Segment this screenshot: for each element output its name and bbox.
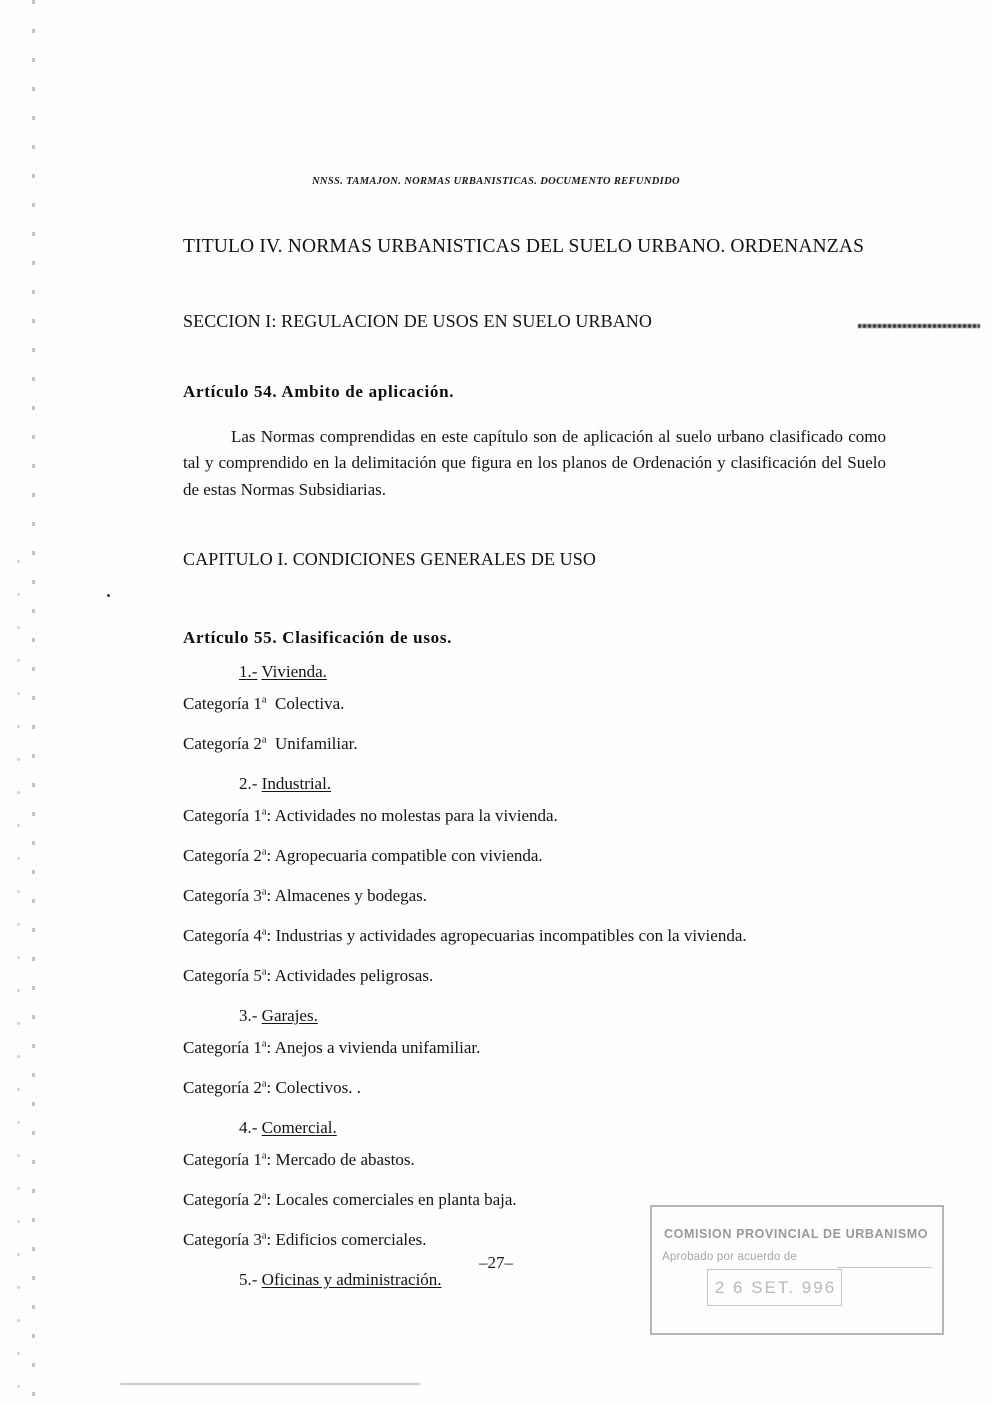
article-54-paragraph: Las Normas comprendidas en este capítulo son de aplicación al suelo urbano clasificado como tal y comprendido en la delimitación que figura en los planos de Ordenación y clasificación del Suelo de estas Normas Subsidiarias. <box>183 427 886 499</box>
category-line <box>183 1150 886 1170</box>
stamp-date: 2 6 SET. 996 <box>714 1278 837 1297</box>
category-label: Categoría 2 <box>183 1078 262 1098</box>
category-label: Categoría 3 <box>183 1230 262 1250</box>
category-label: Categoría 1 <box>183 806 262 826</box>
category-ordinal-indicator: a <box>261 846 267 858</box>
category-description: Industrias y actividades agropecuarias incompatibles con la vivienda. <box>275 926 747 946</box>
use-group-number: 4.- <box>239 1118 258 1138</box>
use-group-number: 5.- <box>239 1270 258 1290</box>
use-group-name: Comercial. <box>261 1118 337 1138</box>
category-line <box>183 966 886 986</box>
category-ordinal-indicator: a <box>261 926 267 938</box>
category-ordinal-indicator: a <box>261 886 267 898</box>
category-ordinal-indicator: a <box>261 734 267 746</box>
category-ordinal-indicator: a <box>261 1038 267 1050</box>
use-group-title <box>183 662 886 682</box>
category-separator: : <box>266 1078 276 1098</box>
use-group-number: 2.- <box>239 774 258 794</box>
use-group-name: Garajes. <box>261 1006 318 1026</box>
use-group-title <box>183 1118 886 1138</box>
category-label: Categoría 2 <box>183 734 262 754</box>
category-label: Categoría 5 <box>183 966 262 986</box>
stamp-signature-rule <box>837 1267 932 1268</box>
category-line <box>183 694 886 714</box>
scan-speck-artifact <box>107 594 110 597</box>
category-description: Actividades no molestas para la vivienda. <box>274 806 558 826</box>
use-group-name: Industrial. <box>261 774 332 794</box>
category-ordinal-indicator: a <box>261 806 267 818</box>
category-line <box>183 886 886 906</box>
category-separator: : <box>266 846 275 866</box>
category-description: Colectivos. . <box>275 1078 361 1098</box>
section-heading: SECCION I: REGULACION DE USOS EN SUELO URBANO <box>183 311 653 331</box>
category-label: Categoría 1 <box>183 694 262 714</box>
category-line <box>183 734 886 754</box>
chapter-heading: CAPITULO I. CONDICIONES GENERALES DE USO <box>183 549 596 570</box>
category-line <box>183 806 886 826</box>
category-separator: : <box>266 966 275 986</box>
category-separator: : <box>266 926 276 946</box>
use-group-title <box>183 774 886 794</box>
category-label: Categoría 2 <box>183 846 262 866</box>
category-ordinal-indicator: a <box>261 1230 267 1242</box>
category-line <box>183 1038 886 1058</box>
use-group-number: 1.- <box>239 662 258 682</box>
category-line <box>183 1078 886 1098</box>
category-ordinal-indicator: a <box>261 966 267 978</box>
running-head: NNSS. TAMAJON. NORMAS URBANISTICAS. DOCUMENTO REFUNDIDO <box>312 176 680 187</box>
use-classification-list <box>183 662 886 1290</box>
page-number: –27– <box>479 1253 513 1272</box>
category-description: Colectiva. <box>275 694 345 714</box>
category-description: Unifamiliar. <box>275 734 358 754</box>
category-label: Categoría 1 <box>183 1150 262 1170</box>
stamp-subtitle: Aprobado por acuerdo de <box>662 1251 798 1263</box>
category-line <box>183 926 886 946</box>
article-54-heading: Artículo 54. Ambito de aplicación. <box>183 382 455 401</box>
approval-stamp <box>650 1205 944 1335</box>
document-body <box>183 236 886 1302</box>
category-separator: : <box>266 1190 276 1210</box>
category-description: Actividades peligrosas. <box>274 966 434 986</box>
use-group-number: 3.- <box>239 1006 258 1026</box>
stamp-title: COMISION PROVINCIAL DE URBANISMO <box>664 1227 929 1241</box>
use-group-title <box>183 1006 886 1026</box>
category-description: Anejos a vivienda unifamiliar. <box>274 1038 481 1058</box>
use-group-name: Oficinas y administración. <box>261 1270 442 1290</box>
page-title: TITULO IV. NORMAS URBANISTICAS DEL SUELO URBANO. ORDENANZAS <box>183 236 865 257</box>
category-label: Categoría 2 <box>183 1190 262 1210</box>
category-ordinal-indicator: a <box>261 1190 267 1202</box>
scan-binding-marks-inner <box>17 560 20 1400</box>
category-separator: : <box>266 1150 276 1170</box>
category-separator: : <box>266 806 275 826</box>
category-label: Categoría 1 <box>183 1038 262 1058</box>
category-description: Agropecuaria compatible con vivienda. <box>274 846 543 866</box>
article-55-heading: Artículo 55. Clasificación de usos. <box>183 628 453 648</box>
stamp-date-box <box>707 1269 842 1306</box>
category-line <box>183 846 886 866</box>
category-label: Categoría 3 <box>183 886 262 906</box>
category-separator: : <box>266 1230 276 1250</box>
scan-binding-marks-left <box>32 0 35 1403</box>
scan-smudge-artifact-bottom <box>120 1383 420 1385</box>
category-description: Edificios comerciales. <box>275 1230 427 1250</box>
category-description: Locales comerciales en planta baja. <box>275 1190 517 1210</box>
category-separator <box>267 694 276 713</box>
use-group-name: Vivienda. <box>261 662 327 682</box>
category-description: Mercado de abastos. <box>275 1150 415 1170</box>
category-ordinal-indicator: a <box>261 1078 267 1090</box>
category-description: Almacenes y bodegas. <box>274 886 428 906</box>
category-label: Categoría 4 <box>183 926 262 946</box>
category-separator: : <box>266 1038 275 1058</box>
category-separator <box>267 734 276 753</box>
category-separator: : <box>266 886 275 906</box>
category-ordinal-indicator: a <box>261 694 267 706</box>
category-ordinal-indicator: a <box>261 1150 267 1162</box>
